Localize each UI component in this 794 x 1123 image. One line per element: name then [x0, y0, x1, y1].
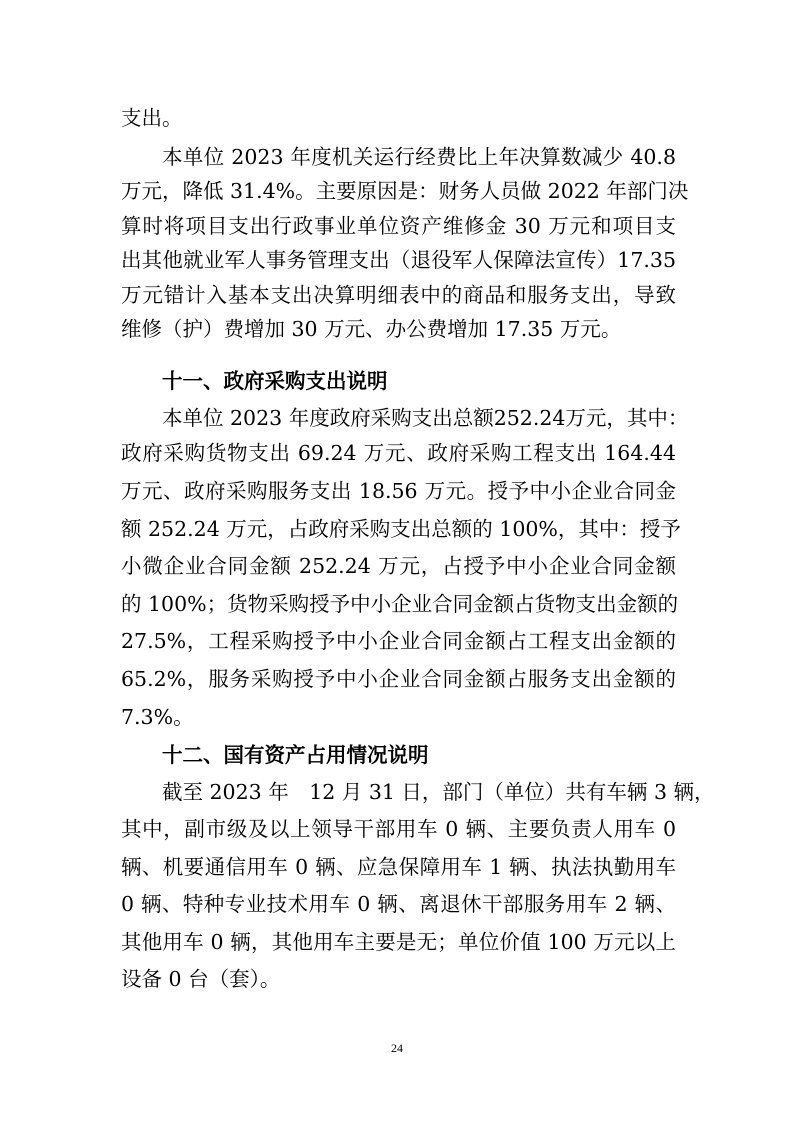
paragraph-line: 万元、政府采购服务支出 18.56 万元。授予中小企业合同金 — [121, 479, 676, 503]
paragraph-line: 设备 0 台（套）。 — [121, 967, 281, 991]
paragraph-line: 其中，副市级及以上领导干部用车 0 辆、主要负责人用车 0 — [121, 817, 676, 841]
paragraph-line: 27.5%，工程采购授予中小企业合同金额占工程支出金额的 — [121, 629, 676, 653]
paragraph-line: 出其他就业军人事务管理支出（退役军人保障法宣传）17.35 — [121, 248, 676, 272]
paragraph-line: 万元错计入基本支出决算明细表中的商品和服务支出，导致 — [121, 283, 676, 307]
paragraph-line: 本单位 2023 年度政府采购支出总额252.24万元，其中： — [162, 406, 689, 430]
paragraph-line: 辆、机要通信用车 0 辆、应急保障用车 1 辆、执法执勤用车 — [121, 855, 676, 879]
paragraph-line: 截至 2023 年 12 月 31 日，部门（单位）共有车辆 3 辆， — [162, 780, 715, 804]
paragraph-line: 7.3%。 — [121, 705, 194, 729]
paragraph-line: 本单位 2023 年度机关运行经费比上年决算数减少 40.8 — [162, 145, 676, 169]
paragraph-line: 小微企业合同金额 252.24 万元，占授予中小企业合同金额 — [121, 554, 676, 578]
paragraph-line: 额 252.24 万元，占政府采购支出总额的 100%，其中：授予 — [121, 517, 681, 541]
paragraph-line: 万元，降低 31.4%。主要原因是：财务人员做 2022 年部门决 — [121, 179, 689, 203]
paragraph-line: 的 100%；货物采购授予中小企业合同金额占货物支出金额的 — [121, 592, 679, 616]
paragraph-line: 0 辆、特种专业技术用车 0 辆、离退休干部服务用车 2 辆、 — [121, 892, 676, 916]
paragraph-line: 算时将项目支出行政事业单位资产维修金 30 万元和项目支 — [121, 214, 676, 238]
paragraph-line: 支出。 — [121, 106, 183, 130]
paragraph-line: 政府采购货物支出 69.24 万元、政府采购工程支出 164.44 — [121, 441, 676, 465]
paragraph-line: 其他用车 0 辆，其他用车主要是无；单位价值 100 万元以上 — [121, 930, 676, 954]
section-heading-procurement: 十一、政府采购支出说明 — [162, 369, 388, 393]
paragraph-line: 65.2%，服务采购授予中小企业合同金额占服务支出金额的 — [121, 667, 676, 691]
page-number: 24 — [391, 1041, 403, 1055]
section-heading-state-assets: 十二、国有资产占用情况说明 — [162, 743, 429, 767]
paragraph-line: 维修（护）费增加 30 万元、办公费增加 17.35 万元。 — [121, 317, 622, 341]
